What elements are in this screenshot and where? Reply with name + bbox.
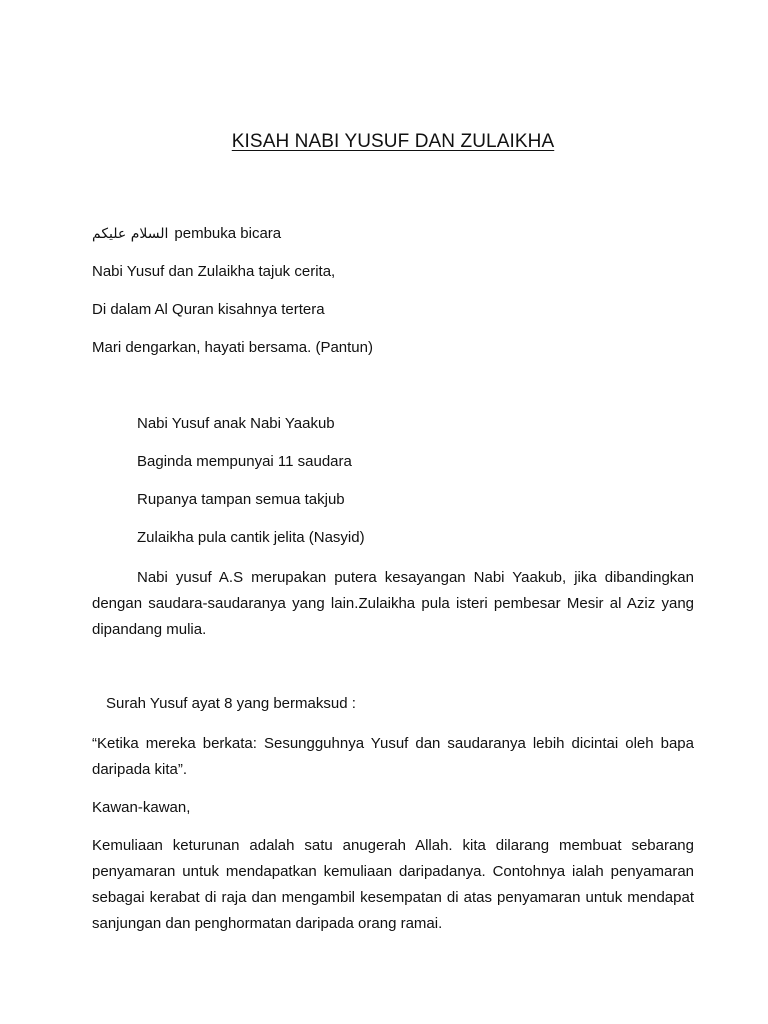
page-title: KISAH NABI YUSUF DAN ZULAIKHA xyxy=(231,131,555,152)
paragraph-intro: Nabi yusuf A.S merupakan putera kesayangan Nabi Yaakub, jika dibandingkan dengan saudara-saudaranya yang lain.Zulaikha pula isteri pembesar Mesir al Aziz yang dipandang mulia. xyxy=(92,569,694,638)
nasyid-line-2: Baginda mempunyai 11 saudara xyxy=(137,453,352,470)
nasyid-line-3: Rupanya tampan semua takjub xyxy=(137,491,345,508)
nasyid-line-1: Nabi Yusuf anak Nabi Yaakub xyxy=(137,415,335,432)
greeting-line xyxy=(92,221,281,247)
quote-paragraph: “Ketika mereka berkata: Sesungguhnya Yusuf dan saudaranya lebih dicintai oleh bapa daripada kita”. xyxy=(92,735,694,778)
surah-heading: Surah Yusuf ayat 8 yang bermaksud : xyxy=(106,695,356,712)
pantun-line-1: Nabi Yusuf dan Zulaikha tajuk cerita, xyxy=(92,263,336,280)
arabic-greeting: السلام عليكم xyxy=(92,226,169,242)
nasyid-line-4: Zulaikha pula cantik jelita (Nasyid) xyxy=(137,529,365,546)
pantun-line-2: Di dalam Al Quran kisahnya tertera xyxy=(92,301,325,318)
paragraph-kemuliaan: Kemuliaan keturunan adalah satu anugerah Allah. kita dilarang membuat sebarang penyamaran untuk mendapatkan kemuliaan daripadanya. Contohnya ialah penyamaran sebagai kerabat di raja dan mengambil kesempatan di atas penyamaran untuk mendapat sanjungan dan penghormatan daripada orang ramai. xyxy=(92,837,694,932)
greeting-text: pembuka bicara xyxy=(174,225,282,242)
pantun-line-3: Mari dengarkan, hayati bersama. (Pantun) xyxy=(92,339,373,356)
salutation: Kawan-kawan, xyxy=(92,799,191,816)
